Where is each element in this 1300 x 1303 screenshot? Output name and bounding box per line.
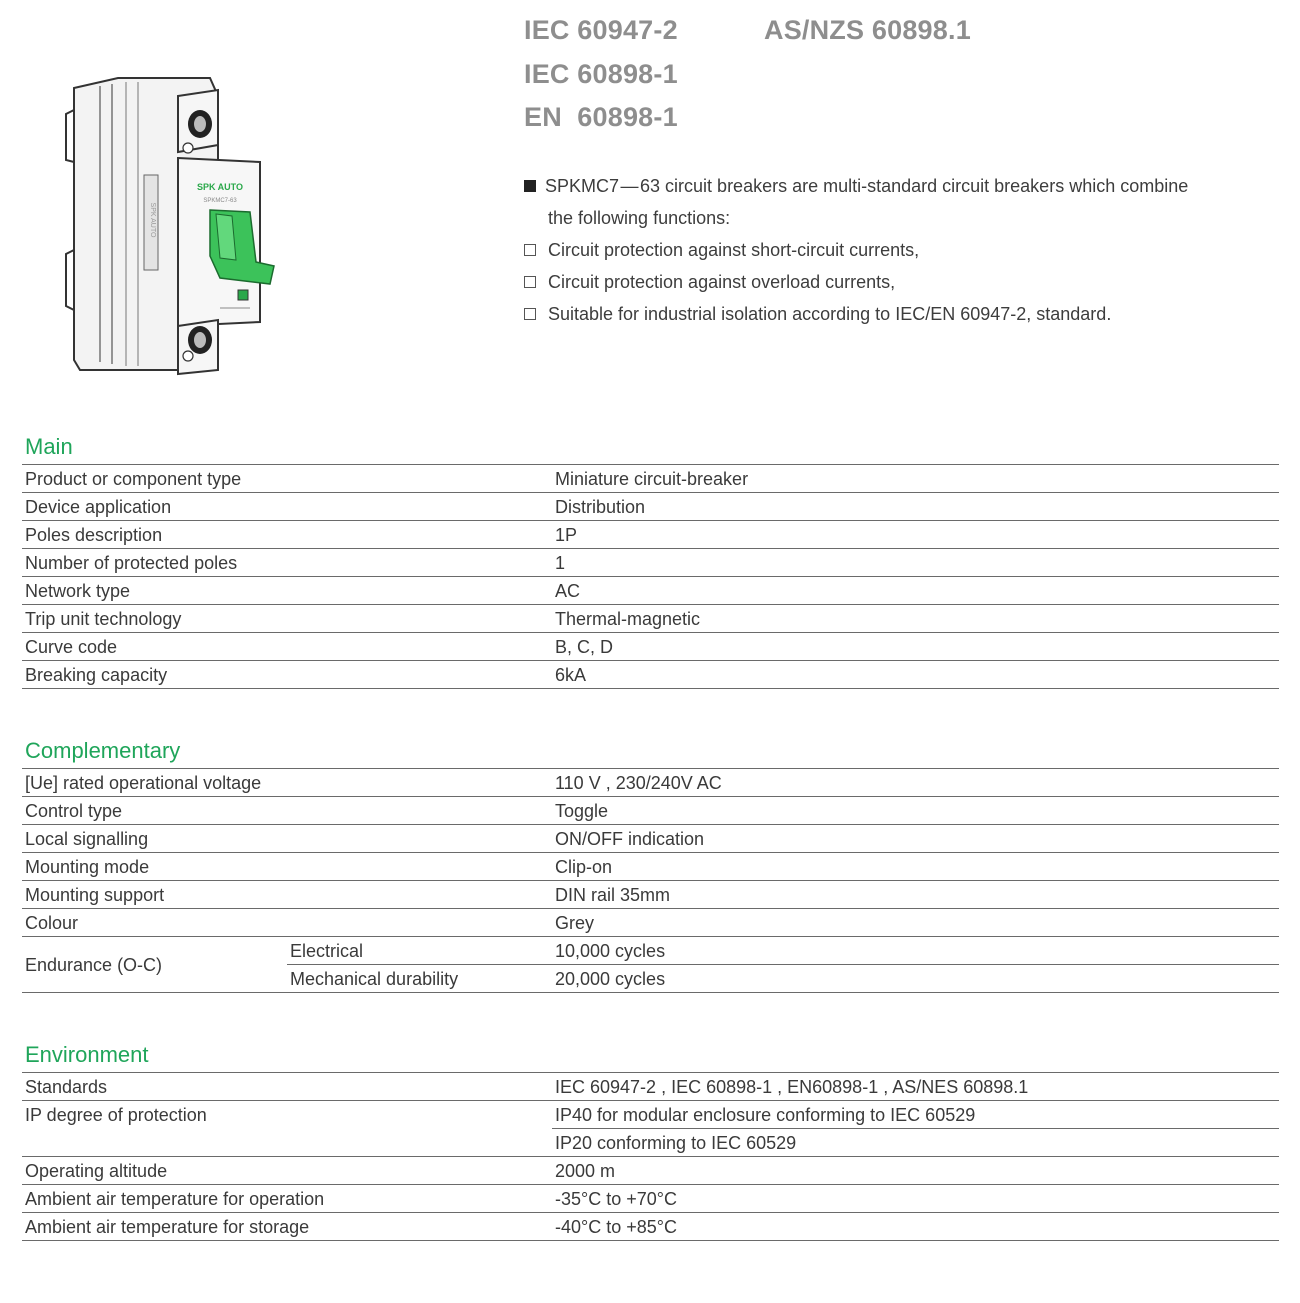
spec-value: IP20 conforming to IEC 60529: [555, 1133, 797, 1153]
intro-lead-text: SPKMC7 — 63 circuit breakers are multi-standard circuit breakers which combine: [545, 176, 1189, 196]
circuit-breaker-image: [60, 70, 280, 380]
spec-value: AC: [555, 581, 581, 601]
spec-value: Distribution: [555, 497, 646, 517]
spec-value: B, C, D: [555, 637, 614, 657]
intro-lead-cont-text: the following functions:: [548, 208, 731, 228]
divider: [22, 824, 1279, 825]
spec-value: 110 V , 230/240V AC: [555, 773, 722, 793]
spec-label: Ambient air temperature for operation: [25, 1189, 325, 1209]
divider: [22, 992, 1279, 993]
standard-iec-60947-2: IEC 60947-2: [524, 15, 678, 45]
spec-value: 1P: [555, 525, 578, 545]
product-brand-label: SPK AUTO: [196, 182, 244, 192]
spec-label: Standards: [25, 1077, 108, 1097]
divider: [22, 880, 1279, 881]
intro-description: [524, 172, 1264, 332]
standard-iec-60898-1: IEC 60898-1: [524, 59, 678, 89]
section-title-main: Main: [25, 434, 73, 459]
spec-label: Colour: [25, 913, 79, 933]
spec-value: Toggle: [555, 801, 609, 821]
spec-label: IP degree of protection: [25, 1105, 207, 1125]
standard-en-60898-1: EN 60898-1: [524, 102, 678, 132]
spec-sublabel: Electrical: [290, 941, 364, 961]
hollow-square-bullet-icon: [524, 244, 536, 256]
spec-label: Network type: [25, 581, 131, 601]
divider: [22, 660, 1279, 661]
spec-label: Operating altitude: [25, 1161, 168, 1181]
spec-label: Mounting mode: [25, 857, 150, 877]
intro-lead-continued: [524, 204, 1264, 236]
divider: [22, 492, 1279, 493]
divider: [22, 604, 1279, 605]
divider: [22, 632, 1279, 633]
divider: [287, 964, 1279, 965]
section-title-environment: Environment: [25, 1042, 149, 1067]
intro-item: [524, 268, 1264, 300]
divider: [22, 908, 1279, 909]
spec-value: 2000 m: [555, 1161, 616, 1181]
divider: [22, 852, 1279, 853]
filled-square-bullet-icon: [524, 180, 536, 192]
spec-value: 1: [555, 553, 566, 573]
spec-value: Grey: [555, 913, 595, 933]
divider: [22, 1156, 1279, 1157]
divider: [22, 1184, 1279, 1185]
standard-as-nzs-60898-1: AS/NZS 60898.1: [764, 15, 971, 45]
divider: [22, 688, 1279, 689]
spec-value: Clip-on: [555, 857, 613, 877]
divider: [22, 768, 1279, 769]
divider: [22, 796, 1279, 797]
spec-label: Breaking capacity: [25, 665, 168, 685]
spec-value: IEC 60947-2 , IEC 60898-1 , EN60898-1 , AS/NES 60898.1: [555, 1077, 1029, 1097]
divider: [22, 936, 1279, 937]
divider: [22, 520, 1279, 521]
intro-item: [524, 300, 1264, 332]
divider: [22, 548, 1279, 549]
spec-value: 10,000 cycles: [555, 941, 666, 961]
divider: [22, 1100, 1279, 1101]
intro-item: [524, 236, 1264, 268]
intro-lead: [524, 172, 1264, 204]
spec-value: Miniature circuit-breaker: [555, 469, 749, 489]
divider: [22, 576, 1279, 577]
spec-label-endurance: Endurance (O-C): [25, 955, 163, 975]
spec-value: ON/OFF indication: [555, 829, 705, 849]
spec-label: Ambient air temperature for storage: [25, 1217, 310, 1237]
section-title-complementary: Complementary: [25, 738, 181, 763]
product-model-label: SPKMC7-63: [203, 198, 237, 204]
spec-value: Thermal-magnetic: [555, 609, 701, 629]
spec-sublabel: Mechanical durability: [290, 969, 459, 989]
spec-label: Local signalling: [25, 829, 149, 849]
spec-label: Trip unit technology: [25, 609, 182, 629]
intro-item-text: Suitable for industrial isolation according to IEC/EN 60947-2, standard.: [548, 304, 1112, 324]
spec-value: -40°C to +85°C: [555, 1217, 677, 1237]
spec-label: Number of protected poles: [25, 553, 238, 573]
spec-label: Device application: [25, 497, 172, 517]
intro-item-text: Circuit protection against short-circuit currents,: [548, 240, 920, 260]
spec-label: Product or component type: [25, 469, 242, 489]
spec-label: [Ue] rated operational voltage: [25, 773, 262, 793]
spec-label: Control type: [25, 801, 123, 821]
spec-label: Curve code: [25, 637, 118, 657]
spec-value: 6kA: [555, 665, 587, 685]
spec-label: Mounting support: [25, 885, 165, 905]
hollow-square-bullet-icon: [524, 308, 536, 320]
spec-value: -35°C to +70°C: [555, 1189, 677, 1209]
svg-text:SPK AUTO: SPK AUTO: [149, 202, 156, 238]
hollow-square-bullet-icon: [524, 276, 536, 288]
divider: [22, 1212, 1279, 1213]
spec-label: Poles description: [25, 525, 163, 545]
spec-value: DIN rail 35mm: [555, 885, 671, 905]
divider: [22, 1072, 1279, 1073]
divider: [22, 464, 1279, 465]
spec-value: IP40 for modular enclosure conforming to IEC 60529: [555, 1105, 976, 1125]
spec-value: 20,000 cycles: [555, 969, 666, 989]
divider: [552, 1128, 1279, 1129]
divider: [22, 1240, 1279, 1241]
intro-item-text: Circuit protection against overload currents,: [548, 272, 896, 292]
